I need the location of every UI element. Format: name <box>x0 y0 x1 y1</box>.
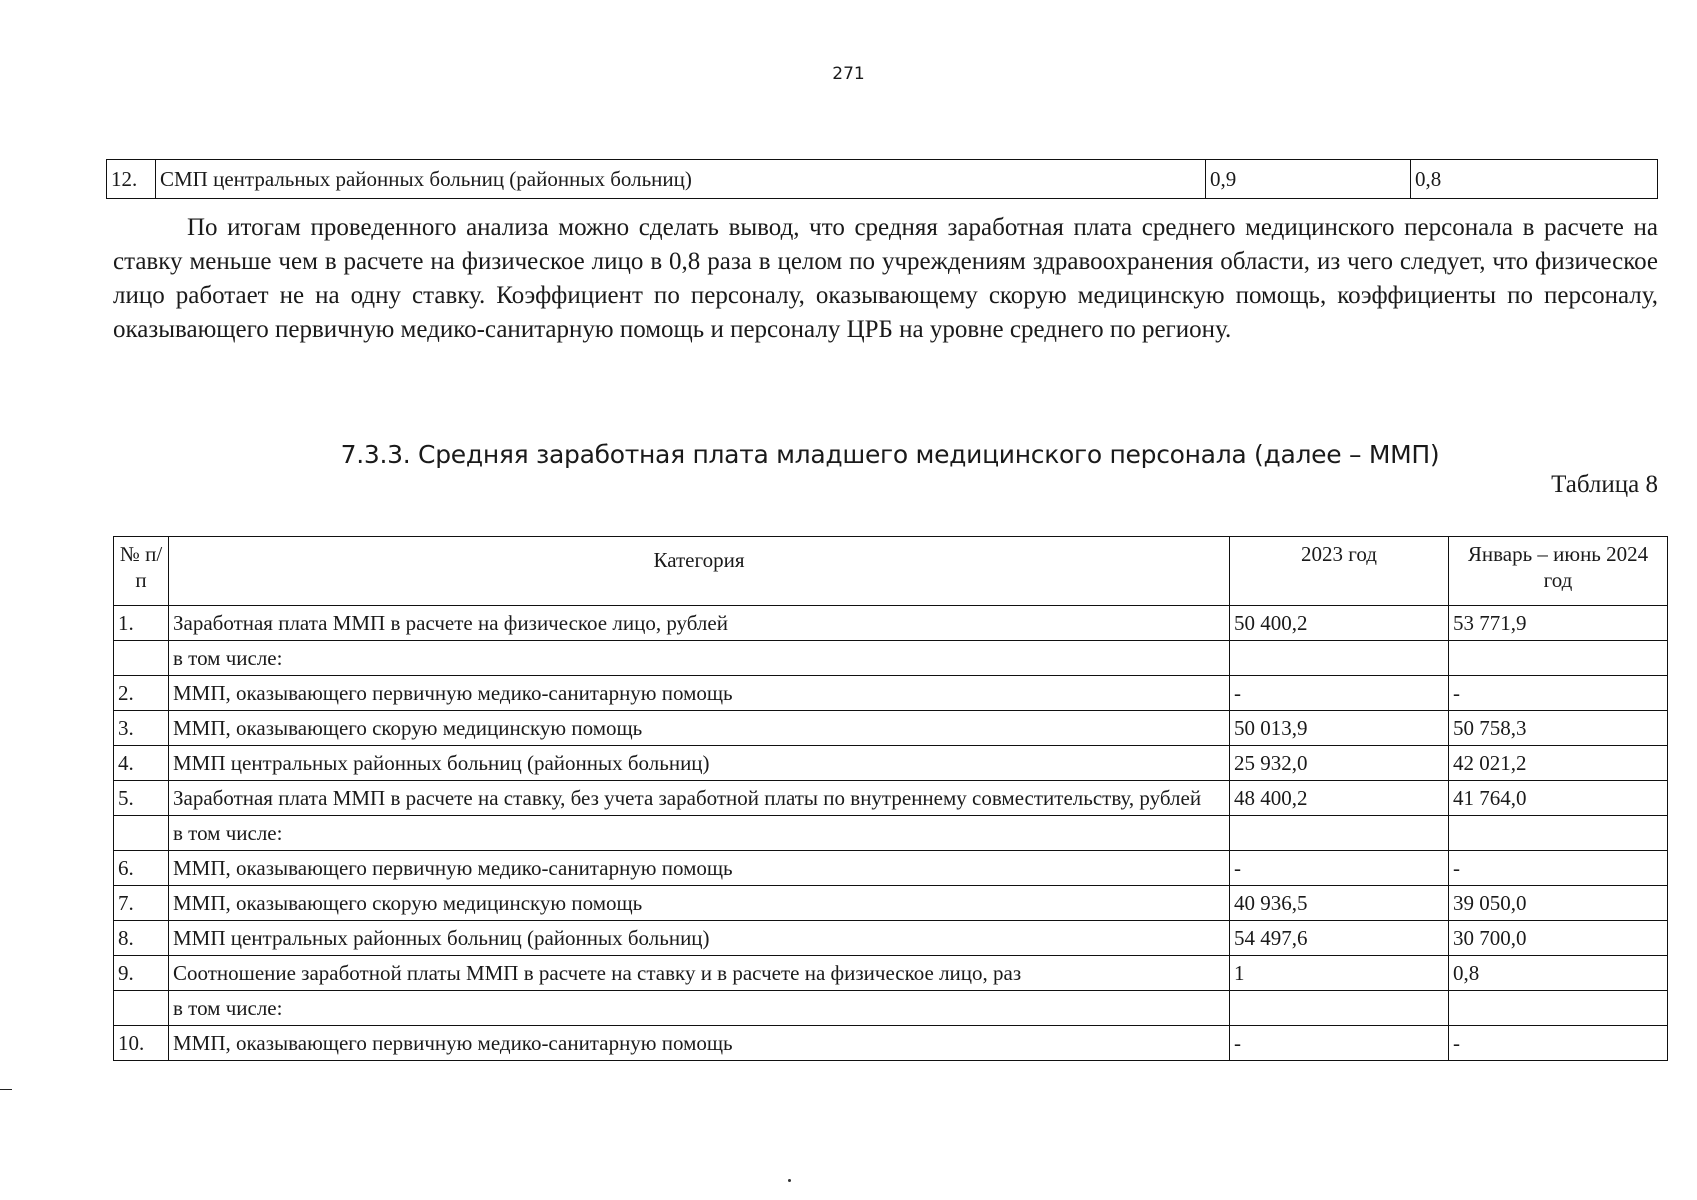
row-number: 5. <box>114 781 169 816</box>
row-value-2023: 50 013,9 <box>1230 711 1449 746</box>
row-value-2023: 48 400,2 <box>1230 781 1449 816</box>
row-number: 9. <box>114 956 169 991</box>
previous-table-continuation <box>106 159 1658 199</box>
row-number: 8. <box>114 921 169 956</box>
table-row <box>114 816 1668 851</box>
row-number: 1. <box>114 606 169 641</box>
row-category: в том числе: <box>169 641 1230 676</box>
row-value-2024: 39 050,0 <box>1449 886 1668 921</box>
row-category: в том числе: <box>169 816 1230 851</box>
row-category: в том числе: <box>169 991 1230 1026</box>
row-number: 10. <box>114 1026 169 1061</box>
row-value-2024 <box>1449 641 1668 676</box>
row-value-2024 <box>1449 991 1668 1026</box>
row-value-2024: 0,8 <box>1411 160 1658 199</box>
row-value-2024 <box>1449 816 1668 851</box>
row-number: 6. <box>114 851 169 886</box>
table-row <box>107 160 1658 199</box>
row-value-2024: 50 758,3 <box>1449 711 1668 746</box>
table-row <box>114 781 1668 816</box>
row-value-2023: 25 932,0 <box>1230 746 1449 781</box>
analysis-paragraph: По итогам проведенного анализа можно сделать вывод, что средняя заработная плата среднего медицинского персонала в расчете на ставку меньше чем в расчете на физическое лицо в 0,8 раза в целом по учреждениям здравоохранения области, из чего следует, что физическое лицо работает не на одну ставку. Коэффициент по персоналу, оказывающему скорую медицинскую помощь, коэффициенты по персоналу, оказывающего первичную медико-санитарную помощь и персоналу ЦРБ на уровне среднего по региону. <box>113 214 1658 343</box>
row-value-2023: 40 936,5 <box>1230 886 1449 921</box>
row-value-2024: 41 764,0 <box>1449 781 1668 816</box>
table-row <box>114 746 1668 781</box>
row-value-2023: - <box>1230 676 1449 711</box>
row-value-2024: 0,8 <box>1449 956 1668 991</box>
row-value-2023 <box>1230 641 1449 676</box>
table-label: Таблица 8 <box>1551 471 1658 498</box>
row-value-2024: 53 771,9 <box>1449 606 1668 641</box>
row-category: Заработная плата ММП в расчете на ставку, без учета заработной платы по внутреннему совместительству, рублей <box>169 781 1230 816</box>
row-value-2023: - <box>1230 1026 1449 1061</box>
table-row <box>114 641 1668 676</box>
row-category: ММП, оказывающего первичную медико-санитарную помощь <box>169 676 1230 711</box>
table-row <box>114 886 1668 921</box>
header-2023: 2023 год <box>1230 537 1449 606</box>
scan-dot <box>788 1179 791 1182</box>
row-number: 7. <box>114 886 169 921</box>
header-category: Категория <box>169 537 1230 606</box>
row-value-2024: - <box>1449 1026 1668 1061</box>
row-value-2023: 50 400,2 <box>1230 606 1449 641</box>
row-value-2023: - <box>1230 851 1449 886</box>
table-row <box>114 676 1668 711</box>
row-value-2024: - <box>1449 851 1668 886</box>
table-row <box>114 921 1668 956</box>
row-category: Соотношение заработной платы ММП в расчете на ставку и в расчете на физическое лицо, раз <box>169 956 1230 991</box>
row-number <box>114 816 169 851</box>
table-row <box>114 956 1668 991</box>
table-row <box>114 991 1668 1026</box>
table-body <box>114 606 1668 1061</box>
row-value-2023 <box>1230 816 1449 851</box>
table-row <box>114 711 1668 746</box>
row-category: СМП центральных районных больниц (районных больниц) <box>156 160 1206 199</box>
margin-mark <box>0 1089 12 1090</box>
row-category: ММП центральных районных больниц (районных больниц) <box>169 921 1230 956</box>
row-category: Заработная плата ММП в расчете на физическое лицо, рублей <box>169 606 1230 641</box>
row-value-2023 <box>1230 991 1449 1026</box>
row-category: ММП, оказывающего первичную медико-санитарную помощь <box>169 851 1230 886</box>
row-number: 3. <box>114 711 169 746</box>
row-value-2023: 54 497,6 <box>1230 921 1449 956</box>
section-heading: 7.3.3. Средняя заработная плата младшего медицинского персонала (далее – ММП) <box>340 440 1440 469</box>
row-number <box>114 991 169 1026</box>
row-value-2024: 30 700,0 <box>1449 921 1668 956</box>
table-header-row <box>114 537 1668 606</box>
row-number <box>114 641 169 676</box>
row-value-2024: - <box>1449 676 1668 711</box>
row-category: ММП, оказывающего первичную медико-санитарную помощь <box>169 1026 1230 1061</box>
row-value-2023: 0,9 <box>1206 160 1411 199</box>
row-value-2023: 1 <box>1230 956 1449 991</box>
table-row <box>114 606 1668 641</box>
row-value-2024: 42 021,2 <box>1449 746 1668 781</box>
row-category: ММП, оказывающего скорую медицинскую помощь <box>169 711 1230 746</box>
row-number: 4. <box>114 746 169 781</box>
row-number: 12. <box>107 160 156 199</box>
table-row <box>114 1026 1668 1061</box>
salary-table <box>113 536 1668 1061</box>
row-category: ММП центральных районных больниц (районных больниц) <box>169 746 1230 781</box>
row-category: ММП, оказывающего скорую медицинскую помощь <box>169 886 1230 921</box>
header-2024: Январь – июнь 2024 год <box>1449 537 1668 606</box>
row-number: 2. <box>114 676 169 711</box>
page-number: 271 <box>832 64 865 84</box>
table-row <box>114 851 1668 886</box>
header-number: № п/п <box>114 537 169 606</box>
